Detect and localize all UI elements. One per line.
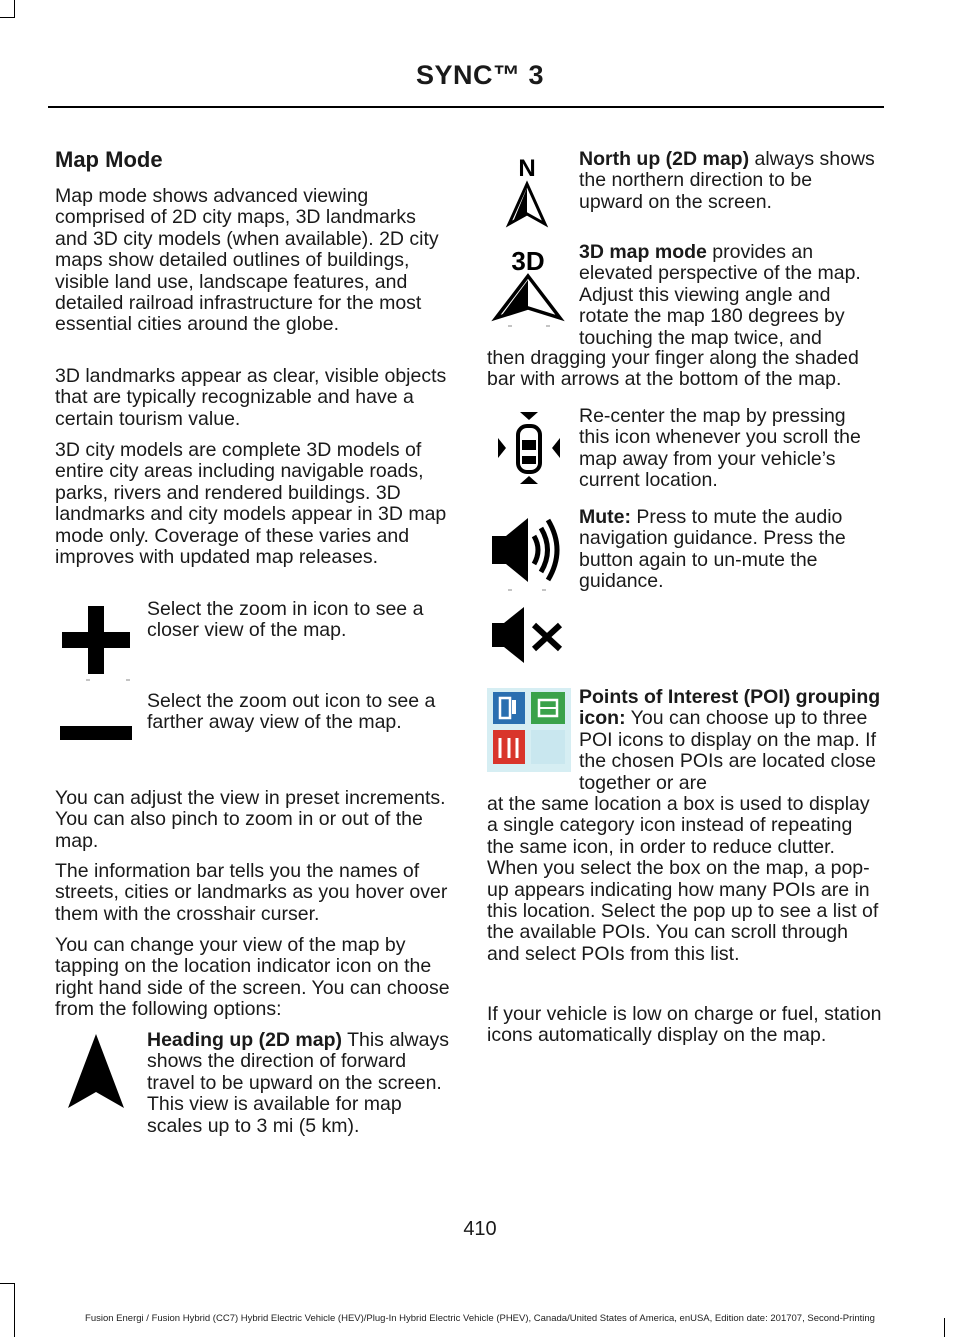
heading-up-label: Heading up (2D map)	[147, 1029, 343, 1051]
mute-description	[579, 507, 881, 593]
poi-label: Points of Interest (POI) grouping icon:	[579, 686, 881, 730]
map-3d-continuation: then dragging your finger along the shaded bar with arrows at the bottom of the map.	[487, 347, 859, 391]
poi-description	[579, 687, 881, 794]
zoom-in-text: Select the zoom in icon to see a closer view of the map.	[147, 598, 424, 642]
paragraph-preset-increments: You can adjust the view in preset increments. You can also pinch to zoom in or out of the map.	[55, 787, 446, 852]
recenter-description: Re-center the map by pressing this icon whenever you scroll the map away from your vehicle’s current location.	[579, 405, 861, 492]
header-rule	[48, 106, 884, 108]
paragraph-charge-stations: If your vehicle is low on charge or fuel, station icons automatically display on the map.	[487, 1003, 882, 1047]
crop-mark	[14, 0, 15, 18]
recenter-icon	[494, 408, 564, 488]
zoom-out-text: Select the zoom out icon to see a farther away view of the map.	[147, 690, 436, 734]
section-heading: Map Mode	[55, 147, 163, 172]
crop-mark	[0, 17, 15, 18]
north-up-label: North up (2D map)	[579, 148, 750, 170]
map-3d-label: 3D map mode	[579, 241, 707, 263]
page-footer: Fusion Energi / Fusion Hybrid (CC7) Hybrid Electric Vehicle (HEV)/Plug-In Hybrid Electric Vehicle (PHEV), Canada/United States of America, enUSA, Edition date: 201707, Second-Printing	[85, 1313, 875, 1324]
mute-text: Press to mute the audio navigation guidance. Press the button again to un-mute the guidance.	[579, 506, 846, 593]
crop-mark	[0, 1283, 15, 1284]
page-number: 410	[463, 1218, 497, 1240]
poi-text: You can choose up to three POI icons to display on the map. If the chosen POIs are located close together or are	[579, 707, 877, 794]
paragraph-3d-landmarks: 3D landmarks appear as clear, visible objects that are typically recognizable and have a certain tourism value.	[55, 365, 447, 430]
map-3d-letters: 3D	[511, 246, 545, 276]
poi-grouping-icon	[487, 688, 571, 772]
crop-mark	[14, 1283, 15, 1337]
mute-icon	[488, 605, 568, 665]
paragraph-change-view: You can change your view of the map by tapping on the location indicator icon on the right hand side of the screen. You can choose from the following options:	[55, 934, 450, 1021]
speaker-icon	[488, 512, 568, 592]
paragraph-3d-city-models: 3D city models are complete 3D models of entire city areas including navigable roads, parks, rivers and rendered buildings. 3D landmarks and city models appear in 3D map mode only. Coverage of these varies and improves with updated map releases.	[55, 439, 447, 569]
zoom-out-icon	[58, 722, 134, 744]
page-header-title: SYNC™ 3	[415, 60, 545, 90]
map-3d-icon	[490, 244, 570, 328]
map-3d-description	[579, 242, 881, 349]
north-up-text: always shows the northern direction to be upward on the screen.	[579, 148, 875, 213]
heading-up-description	[147, 1030, 449, 1137]
poi-continuation: at the same location a box is used to display a single category icon instead of repeating the same icon, in order to reduce clutter. When you select the box on the map, a pop-up appears indicating how many POIs are in this location. Select the pop up to see a list of the available POIs. You can scroll through and select POIs from this list.	[487, 793, 879, 965]
north-up-description	[579, 149, 881, 213]
paragraph-map-mode: Map mode shows advanced viewing comprised of 2D city maps, 3D landmarks and 3D city models (when available). 2D city maps show detailed outlines of buildings, visible land use, landscape features, and detailed railroad infrastructure for the most essential cities around the globe.	[55, 185, 439, 336]
map-3d-text: provides an elevated perspective of the map. Adjust this viewing angle and rotate the map 180 degrees by touching the map twice, and	[579, 241, 861, 349]
heading-up-icon	[66, 1032, 126, 1112]
zoom-in-icon	[58, 602, 134, 682]
north-up-icon	[505, 154, 549, 228]
north-up-letter: N	[518, 155, 536, 182]
heading-up-text: This always shows the direction of forward travel to be upward on the screen. This view is available for map scales up to 3 mi (5 km).	[147, 1029, 449, 1137]
mute-label: Mute:	[579, 506, 631, 528]
paragraph-information-bar: The information bar tells you the names of streets, cities or landmarks as you hover over them with the crosshair curser.	[55, 860, 448, 925]
